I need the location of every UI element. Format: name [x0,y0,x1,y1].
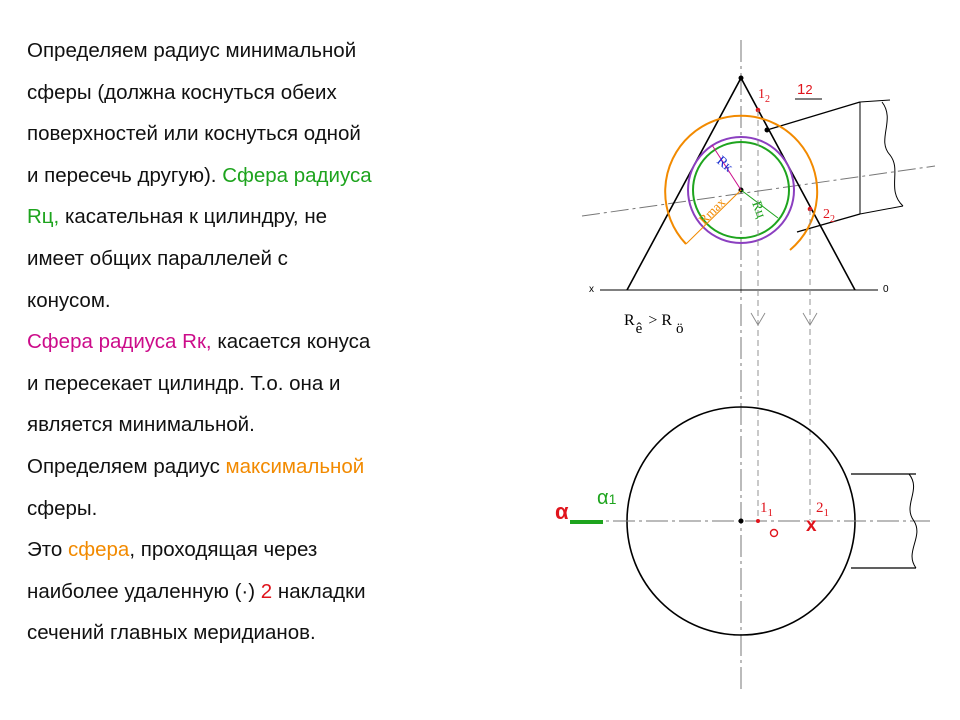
text-line-6: имеет общих параллелей с [27,246,288,270]
cylinder-break-line [882,102,903,206]
point-1-label-b: 12 [797,81,813,98]
text-line-11: Определяем радиус максимальной [27,454,365,478]
alpha-label: α [555,499,569,524]
point-2-plan-label: $2_1$ [816,500,829,519]
rk-label: Rк [713,153,736,176]
text-line-10: является минимальной. [27,413,255,437]
green-highlight: Сфера радиуса [222,163,372,187]
orange-highlight: сфера [68,538,130,562]
point-1-label-a: $1_2$ [758,87,770,105]
text-line-5: Rц, касательная к цилиндру, не [27,205,328,229]
axis-0-label: 0 [883,284,889,295]
point-2-label: $2_2$ [823,207,835,225]
plan-center-point [739,519,744,524]
text-line-14: наиболее удаленную (·) 2 накладки [27,579,366,603]
text-line-2: сферы (должна коснуться обеих [27,80,337,104]
point-1-plan-label: $1_1$ [760,500,773,519]
text-line-1: Определяем радиус минимальной [27,39,357,62]
point-1-plan [756,519,760,523]
point-1-plan-ring [771,530,778,537]
text-line-13: Это сфера, проходящая через [27,538,318,562]
rmax-label: Rmax [695,194,729,228]
axis-x-label: x [589,284,594,295]
alpha1-label: α1 [597,487,617,509]
text-line-3: поверхностей или коснуться одной [27,122,361,146]
cylinder-top-edge [767,102,860,130]
rc-label: Rц [748,199,769,221]
cone-apex-point [739,76,744,81]
text-line-12: сферы. [27,496,98,520]
comparison-label: Rê > R ö [624,312,684,337]
text-line-15: сечений главных меридианов. [27,621,316,645]
red-highlight: 2 [260,579,273,603]
text-line-8: Сфера радиуса Rк, касается конуса [27,330,371,354]
magenta-highlight: Сфера радиуса Rк, [27,330,212,354]
x-mark: x [806,515,817,536]
text-line-9: и пересекает цилиндр. Т.о. она и [27,371,341,395]
text-line-4: и пересечь другую). Сфера радиуса [27,163,372,187]
cylinder-bottom-outline [860,206,903,214]
cylinder-top-outline [860,100,890,102]
point-1-top [765,128,770,133]
orange-highlight: максимальной [225,454,365,478]
green-highlight: Rц, [27,205,60,229]
text-line-7: конусом. [27,288,111,312]
